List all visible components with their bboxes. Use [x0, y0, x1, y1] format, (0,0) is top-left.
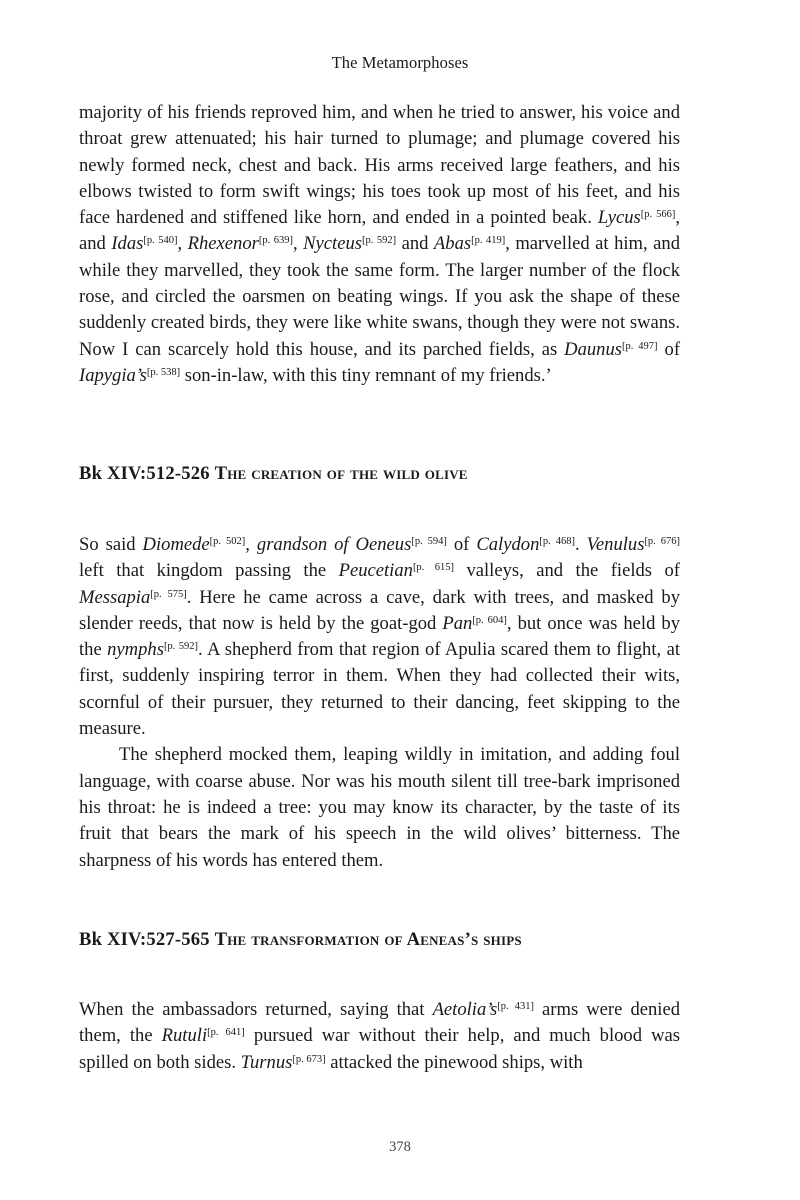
text-run: . A shepherd from that region of Apulia scared them to flight, at first, suddenly inspiring terror in them. When they had collected their wits, scornful of their pursuer, they returned to their dancing, feet skipping to the measure. — [79, 639, 680, 740]
page-reference: [p. 594] — [411, 536, 447, 547]
text-run: pursued war without their help, and much blood was spilled on both sides. — [79, 1025, 680, 1073]
text-run: . Here he came across a cave, dark with trees, and masked by slender reeds, that now is held by the goat-god — [79, 586, 680, 634]
section-wild-olive-text — [79, 532, 680, 874]
text-run: majority of his friends reproved him, and when he tried to answer, his voice and throat grew attenuated; his hair turned to plumage; and plumage covered his newly formed neck, chest and back. His arms received large feathers, and his elbows twisted to form swift wings; his toes took up most of his feet, and his face hardened and stiffened like horn, and ended in a pointed beak. — [79, 102, 680, 229]
italic-name: Aetolia’s — [432, 999, 498, 1020]
page-reference: [p. 592] — [361, 235, 397, 247]
text-run: son-in-law, with this tiny remnant of my friends.’ — [180, 364, 552, 386]
page-reference: [p. 538] — [146, 366, 181, 378]
text-run: , but once was held by the — [79, 612, 680, 661]
section-heading-aeneas-ships — [79, 929, 719, 951]
page-reference: [p. 419] — [471, 235, 506, 247]
italic-name: Turnus — [240, 1051, 293, 1073]
italic-name: Venulus — [586, 534, 645, 555]
text-run: and — [396, 233, 434, 255]
italic-name: Rutuli — [161, 1025, 208, 1047]
text-run: attacked the pinewood ships, with — [325, 1051, 583, 1073]
italic-name: Iapygia’s — [79, 364, 147, 386]
text-run: of — [657, 338, 681, 360]
italic-name: Daunus — [564, 338, 622, 360]
section-heading-title: The creation of the wild olive — [214, 463, 468, 484]
page-reference: [p. 540] — [143, 235, 178, 247]
section-aeneas-ships-text — [79, 997, 680, 1076]
italic-name: Abas — [433, 233, 472, 255]
italic-name: Rhexenor — [187, 233, 259, 255]
italic-name: Nycteus — [303, 233, 362, 255]
page-reference: [p. 592] — [163, 641, 198, 653]
page-reference: [p. 468] — [539, 536, 575, 547]
text-run: When the ambassadors returned, saying that — [79, 999, 433, 1020]
paragraph — [79, 100, 680, 389]
italic-name: Diomede — [142, 534, 210, 555]
text-run: , marvelled at him, and while they marvelled, they took the same form. The larger number of the flock rose, and circled the oarsmen on beating wings. If you ask the shape of these suddenly created birds, they were like white swans, though they were not swans. Now I can scarcely hold this house, and its parched fields, as — [79, 233, 681, 360]
section-continuation-text — [79, 100, 680, 389]
section-heading-lead: Bk XIV:527-565 — [79, 929, 210, 950]
italic-name: Idas — [111, 233, 144, 255]
page-reference: [p. 673] — [292, 1053, 326, 1065]
italic-name: grandson of Oeneus — [256, 534, 412, 555]
page-reference: [p. 639] — [258, 235, 293, 247]
italic-name: nymphs — [107, 639, 164, 661]
italic-name: Lycus — [597, 207, 641, 229]
running-header: The Metamorphoses — [331, 53, 469, 72]
paragraph — [79, 997, 680, 1076]
text-run: , — [292, 233, 304, 255]
text-run: valleys, and the fields of — [454, 560, 680, 582]
page-reference: [p. 566] — [640, 209, 676, 221]
text-run: , — [177, 233, 188, 255]
italic-name: Pan — [442, 612, 473, 634]
text-run: So said — [79, 534, 143, 555]
paragraph — [79, 532, 680, 742]
page-reference: [p. 431] — [497, 1001, 534, 1012]
section-heading-lead: Bk XIV:512-526 — [79, 463, 210, 484]
page-reference: [p. 676] — [644, 536, 681, 547]
page-reference: [p. 641] — [207, 1027, 245, 1039]
text-run: arms were denied them, the — [79, 999, 681, 1047]
text-run: of — [446, 534, 477, 555]
page-reference: [p. 575] — [150, 588, 187, 600]
section-heading-title: The transformation of Aeneas’s ships — [214, 929, 522, 950]
page-reference: [p. 604] — [472, 614, 507, 626]
text-run: . — [574, 534, 587, 555]
text-run: The shepherd mocked them, leaping wildly in imitation, and adding foul language, with coarse abuse. Nor was his mouth silent till tree-bark imprisoned his throat: he is indeed a tree: you may know its character, by the taste of its fruit that bears the mark of his speech in the wild olives’ bitterness. The sharpness of his words has entered them. — [79, 744, 680, 871]
page-reference: [p. 502] — [209, 536, 246, 547]
italic-name: Messapia — [79, 586, 151, 608]
text-run: left that kingdom passing the — [79, 560, 339, 582]
page-reference: [p. 615] — [412, 562, 454, 574]
italic-name: Calydon — [476, 534, 540, 555]
page-number: 378 — [389, 1139, 411, 1155]
section-heading-wild-olive — [79, 463, 719, 485]
text-run: , — [245, 534, 257, 555]
paragraph — [79, 742, 680, 873]
page-reference: [p. 497] — [622, 340, 658, 352]
text-run: , and — [79, 207, 680, 255]
italic-name: Peucetian — [338, 560, 413, 582]
